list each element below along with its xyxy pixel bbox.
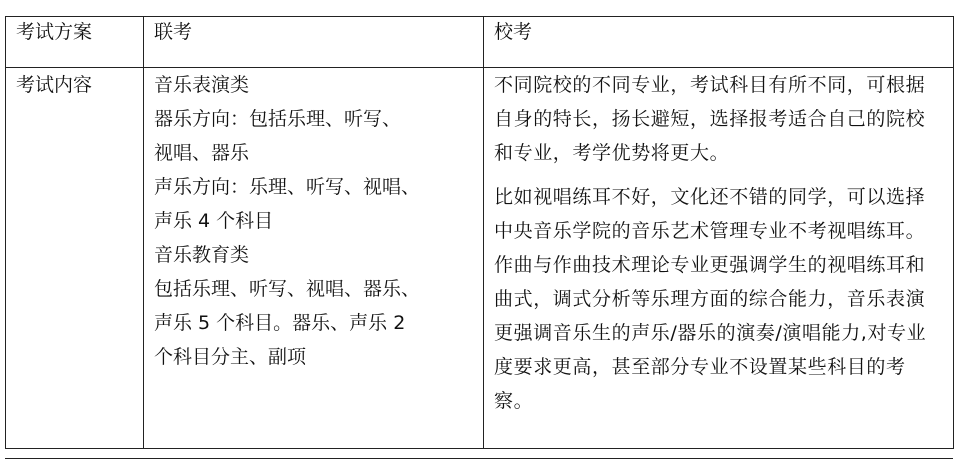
exam-plan-table — [5, 16, 954, 449]
joint-exam-line: 音乐表演类 — [154, 74, 250, 96]
table-bottom-rule — [5, 458, 953, 459]
joint-exam-line: 声乐 4 个科目 — [154, 210, 274, 232]
joint-exam-content-cell — [144, 68, 484, 449]
joint-exam-line: 声乐 5 个科目。器乐、声乐 2 — [154, 312, 406, 334]
joint-exam-line: 包括乐理、听写、视唱、器乐、 — [154, 278, 421, 300]
header-cell-exam-plan: 考试方案 — [6, 17, 144, 68]
joint-exam-line: 视唱、器乐 — [154, 142, 250, 164]
joint-exam-line: 声乐方向：乐理、听写、视唱、 — [154, 176, 421, 198]
joint-exam-line: 器乐方向：包括乐理、听写、 — [154, 108, 402, 130]
header-cell-school-exam: 校考 — [484, 17, 954, 68]
paragraph-spacer — [494, 170, 943, 180]
school-exam-paragraph: 比如视唱练耳不好，文化还不错的同学，可以选择中央音乐学院的音乐艺术管理专业不考视唱练耳。作曲与作曲技术理论专业更强调学生的视唱练耳和曲式，调式分析等乐理方面的综合能力，音乐表演更强调音乐生的声乐/器乐的演奏/演唱能力,对专业度要求更高，甚至部分专业不设置某些科目的考察。 — [494, 186, 927, 412]
school-exam-content-cell — [484, 68, 954, 449]
header-cell-joint-exam: 联考 — [144, 17, 484, 68]
row-label-exam-content: 考试内容 — [6, 68, 144, 449]
school-exam-paragraph: 不同院校的不同专业，考试科目有所不同，可根据自身的特长，扬长避短，选择报考适合自己的院校和专业，考学优势将更大。 — [494, 74, 926, 164]
joint-exam-line: 音乐教育类 — [154, 244, 250, 266]
table-row-exam-content — [6, 68, 954, 449]
table-header-row — [6, 17, 954, 68]
joint-exam-line: 个科目分主、副项 — [154, 346, 307, 368]
